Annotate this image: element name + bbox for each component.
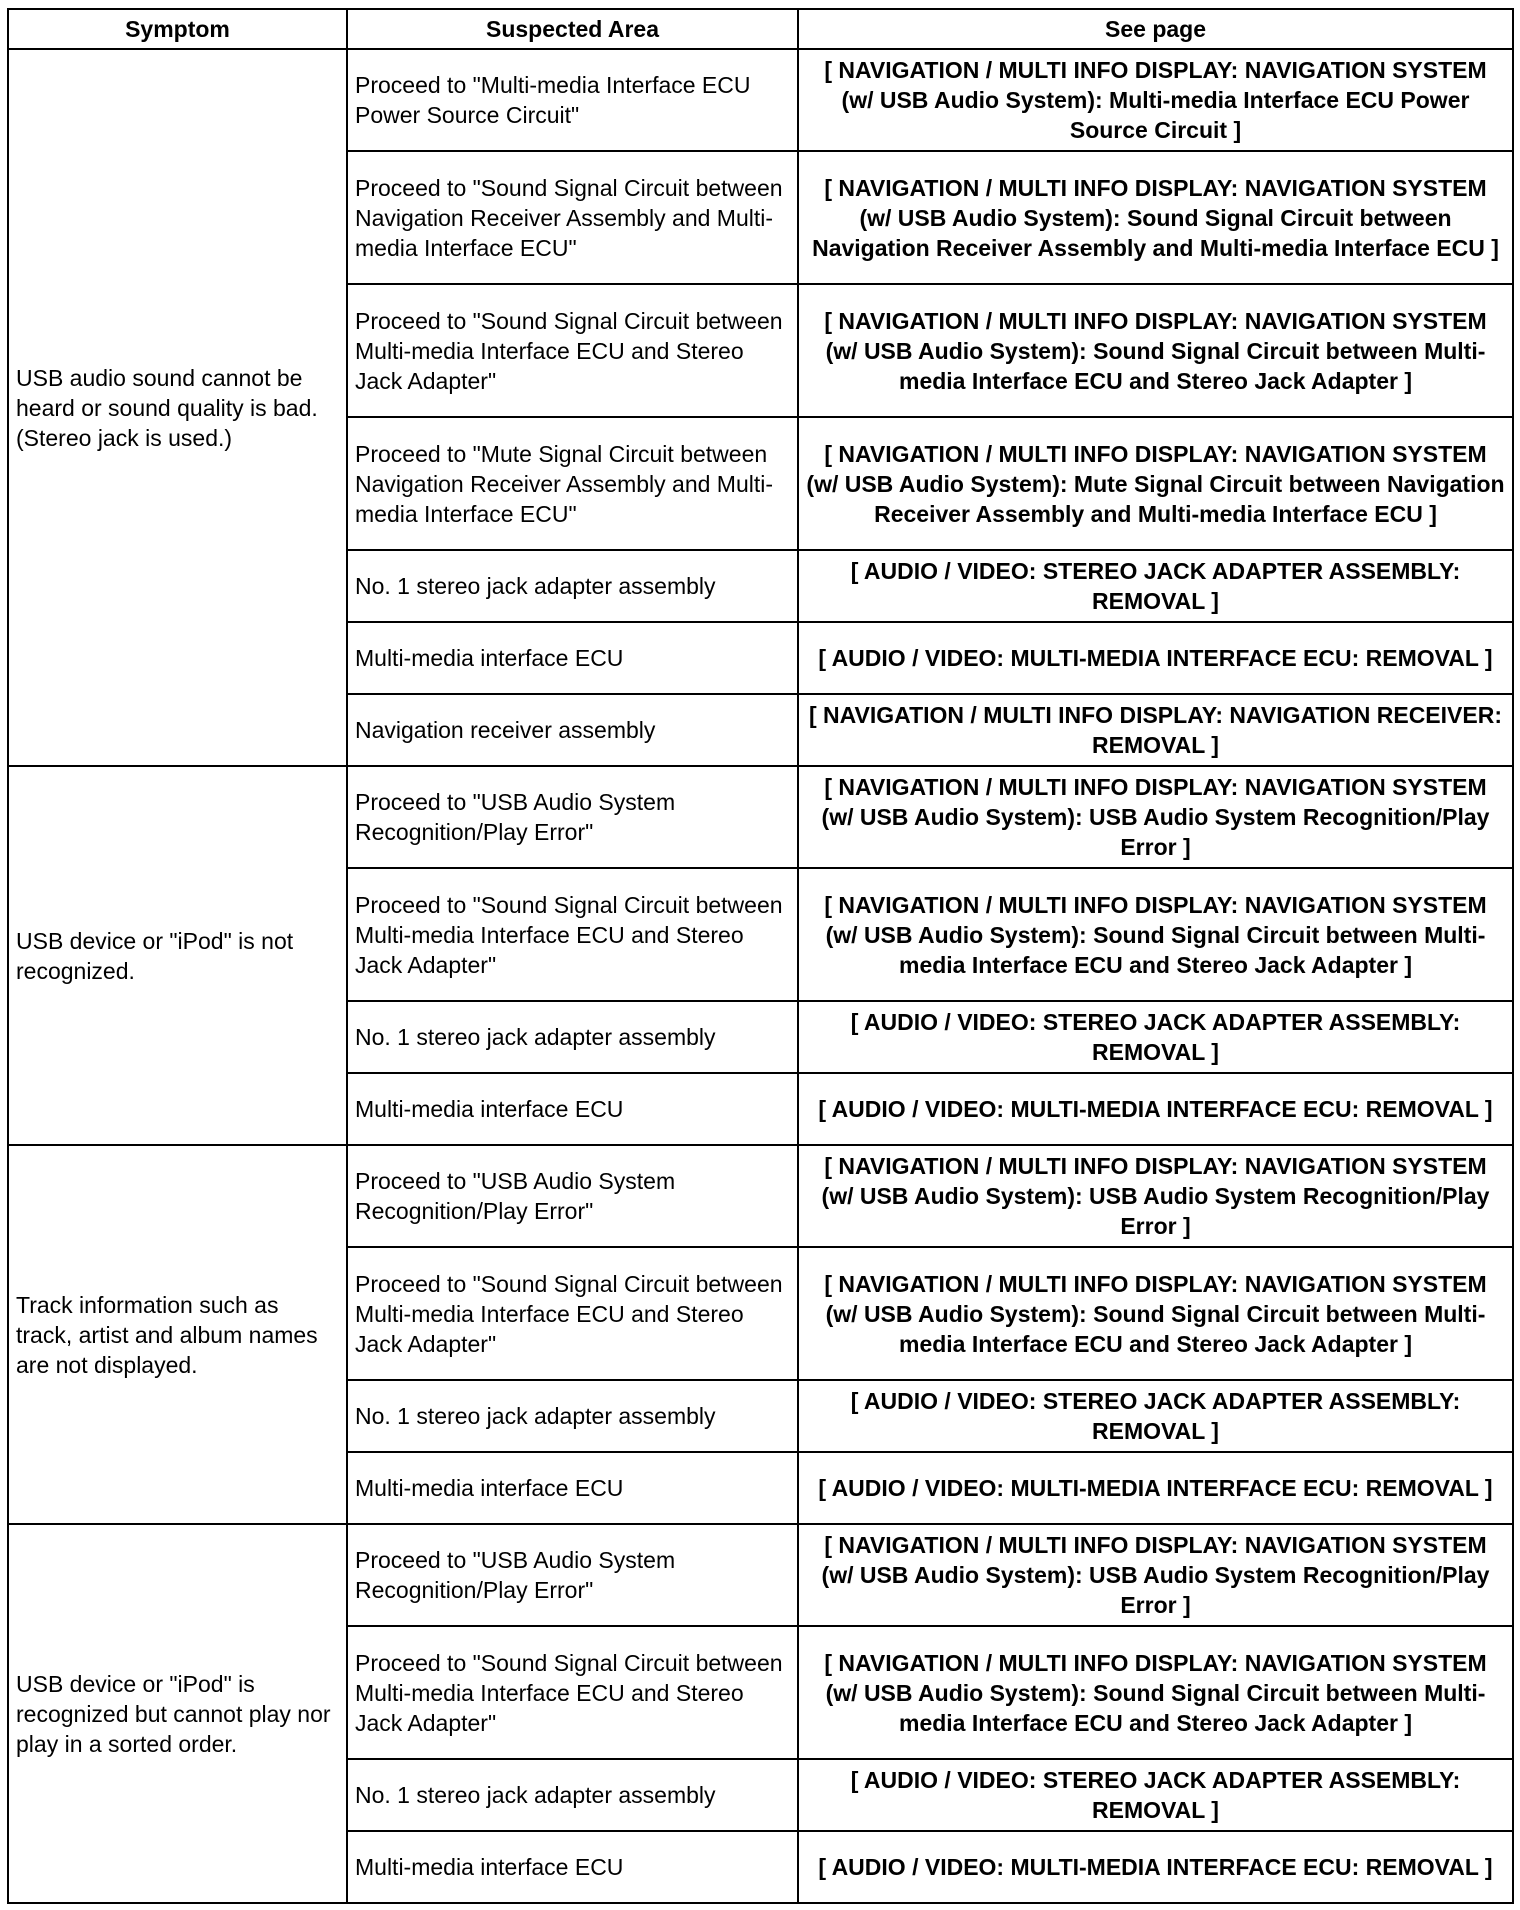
suspected-area-cell: No. 1 stereo jack adapter assembly: [347, 1759, 798, 1831]
symptom-cell: USB audio sound cannot be heard or sound quality is bad. (Stereo jack is used.): [8, 49, 347, 766]
see-page-link[interactable]: [ AUDIO / VIDEO: MULTI-MEDIA INTERFACE ECU: REMOVAL ]: [798, 1073, 1513, 1145]
suspected-area-cell: Proceed to "Sound Signal Circuit between Navigation Receiver Assembly and Multi-media Interface ECU": [347, 151, 798, 284]
table-row: [8, 766, 1513, 868]
see-page-link[interactable]: [ NAVIGATION / MULTI INFO DISPLAY: NAVIGATION SYSTEM (w/ USB Audio System): Sound Signal Circuit between Multi-media Interface ECU and Stereo Jack Adapter ]: [798, 1247, 1513, 1380]
suspected-area-cell: No. 1 stereo jack adapter assembly: [347, 1380, 798, 1452]
see-page-link[interactable]: [ NAVIGATION / MULTI INFO DISPLAY: NAVIGATION SYSTEM (w/ USB Audio System): USB Audio System Recognition/Play Error ]: [798, 766, 1513, 868]
see-page-link[interactable]: [ NAVIGATION / MULTI INFO DISPLAY: NAVIGATION SYSTEM (w/ USB Audio System): USB Audio System Recognition/Play Error ]: [798, 1524, 1513, 1626]
see-page-link[interactable]: [ AUDIO / VIDEO: STEREO JACK ADAPTER ASSEMBLY: REMOVAL ]: [798, 1759, 1513, 1831]
suspected-area-cell: Proceed to "USB Audio System Recognition/Play Error": [347, 766, 798, 868]
see-page-link[interactable]: [ NAVIGATION / MULTI INFO DISPLAY: NAVIGATION SYSTEM (w/ USB Audio System): Sound Signal Circuit between Multi-media Interface ECU and Stereo Jack Adapter ]: [798, 284, 1513, 417]
see-page-link[interactable]: [ NAVIGATION / MULTI INFO DISPLAY: NAVIGATION SYSTEM (w/ USB Audio System): Sound Signal Circuit between Multi-media Interface ECU and Stereo Jack Adapter ]: [798, 868, 1513, 1001]
table-row: [8, 1145, 1513, 1247]
suspected-area-cell: Proceed to "Sound Signal Circuit between Multi-media Interface ECU and Stereo Jack Adapter": [347, 1247, 798, 1380]
suspected-area-cell: Proceed to "USB Audio System Recognition/Play Error": [347, 1524, 798, 1626]
header-suspected-area: Suspected Area: [347, 9, 798, 49]
see-page-link[interactable]: [ NAVIGATION / MULTI INFO DISPLAY: NAVIGATION SYSTEM (w/ USB Audio System): Sound Signal Circuit between Multi-media Interface ECU and Stereo Jack Adapter ]: [798, 1626, 1513, 1759]
suspected-area-cell: Navigation receiver assembly: [347, 694, 798, 766]
see-page-link[interactable]: [ AUDIO / VIDEO: STEREO JACK ADAPTER ASSEMBLY: REMOVAL ]: [798, 1001, 1513, 1073]
see-page-link[interactable]: [ AUDIO / VIDEO: MULTI-MEDIA INTERFACE ECU: REMOVAL ]: [798, 1452, 1513, 1524]
suspected-area-cell: No. 1 stereo jack adapter assembly: [347, 1001, 798, 1073]
suspected-area-cell: Multi-media interface ECU: [347, 1831, 798, 1903]
suspected-area-cell: Proceed to "Sound Signal Circuit between Multi-media Interface ECU and Stereo Jack Adapter": [347, 868, 798, 1001]
suspected-area-cell: Proceed to "Multi-media Interface ECU Power Source Circuit": [347, 49, 798, 151]
symptom-cell: USB device or "iPod" is recognized but cannot play nor play in a sorted order.: [8, 1524, 347, 1903]
see-page-link[interactable]: [ NAVIGATION / MULTI INFO DISPLAY: NAVIGATION SYSTEM (w/ USB Audio System): Multi-media Interface ECU Power Source Circuit ]: [798, 49, 1513, 151]
troubleshooting-table: [7, 8, 1514, 1904]
suspected-area-cell: Proceed to "Sound Signal Circuit between Multi-media Interface ECU and Stereo Jack Adapter": [347, 1626, 798, 1759]
symptom-cell: USB device or "iPod" is not recognized.: [8, 766, 347, 1145]
suspected-area-cell: Proceed to "USB Audio System Recognition/Play Error": [347, 1145, 798, 1247]
symptom-cell: Track information such as track, artist and album names are not displayed.: [8, 1145, 347, 1524]
see-page-link[interactable]: [ AUDIO / VIDEO: STEREO JACK ADAPTER ASSEMBLY: REMOVAL ]: [798, 550, 1513, 622]
see-page-link[interactable]: [ AUDIO / VIDEO: STEREO JACK ADAPTER ASSEMBLY: REMOVAL ]: [798, 1380, 1513, 1452]
suspected-area-cell: Multi-media interface ECU: [347, 622, 798, 694]
see-page-link[interactable]: [ NAVIGATION / MULTI INFO DISPLAY: NAVIGATION SYSTEM (w/ USB Audio System): Mute Signal Circuit between Navigation Receiver Assembly and Multi-media Interface ECU ]: [798, 417, 1513, 550]
suspected-area-cell: Proceed to "Mute Signal Circuit between Navigation Receiver Assembly and Multi-media Interface ECU": [347, 417, 798, 550]
see-page-link[interactable]: [ AUDIO / VIDEO: MULTI-MEDIA INTERFACE ECU: REMOVAL ]: [798, 1831, 1513, 1903]
header-see-page: See page: [798, 9, 1513, 49]
suspected-area-cell: Multi-media interface ECU: [347, 1073, 798, 1145]
suspected-area-cell: No. 1 stereo jack adapter assembly: [347, 550, 798, 622]
suspected-area-cell: Multi-media interface ECU: [347, 1452, 798, 1524]
table-row: [8, 49, 1513, 151]
table-row: [8, 1524, 1513, 1626]
suspected-area-cell: Proceed to "Sound Signal Circuit between Multi-media Interface ECU and Stereo Jack Adapter": [347, 284, 798, 417]
see-page-link[interactable]: [ AUDIO / VIDEO: MULTI-MEDIA INTERFACE ECU: REMOVAL ]: [798, 622, 1513, 694]
see-page-link[interactable]: [ NAVIGATION / MULTI INFO DISPLAY: NAVIGATION SYSTEM (w/ USB Audio System): Sound Signal Circuit between Navigation Receiver Assembly and Multi-media Interface ECU ]: [798, 151, 1513, 284]
see-page-link[interactable]: [ NAVIGATION / MULTI INFO DISPLAY: NAVIGATION RECEIVER: REMOVAL ]: [798, 694, 1513, 766]
header-row: [8, 9, 1513, 49]
header-symptom: Symptom: [8, 9, 347, 49]
see-page-link[interactable]: [ NAVIGATION / MULTI INFO DISPLAY: NAVIGATION SYSTEM (w/ USB Audio System): USB Audio System Recognition/Play Error ]: [798, 1145, 1513, 1247]
